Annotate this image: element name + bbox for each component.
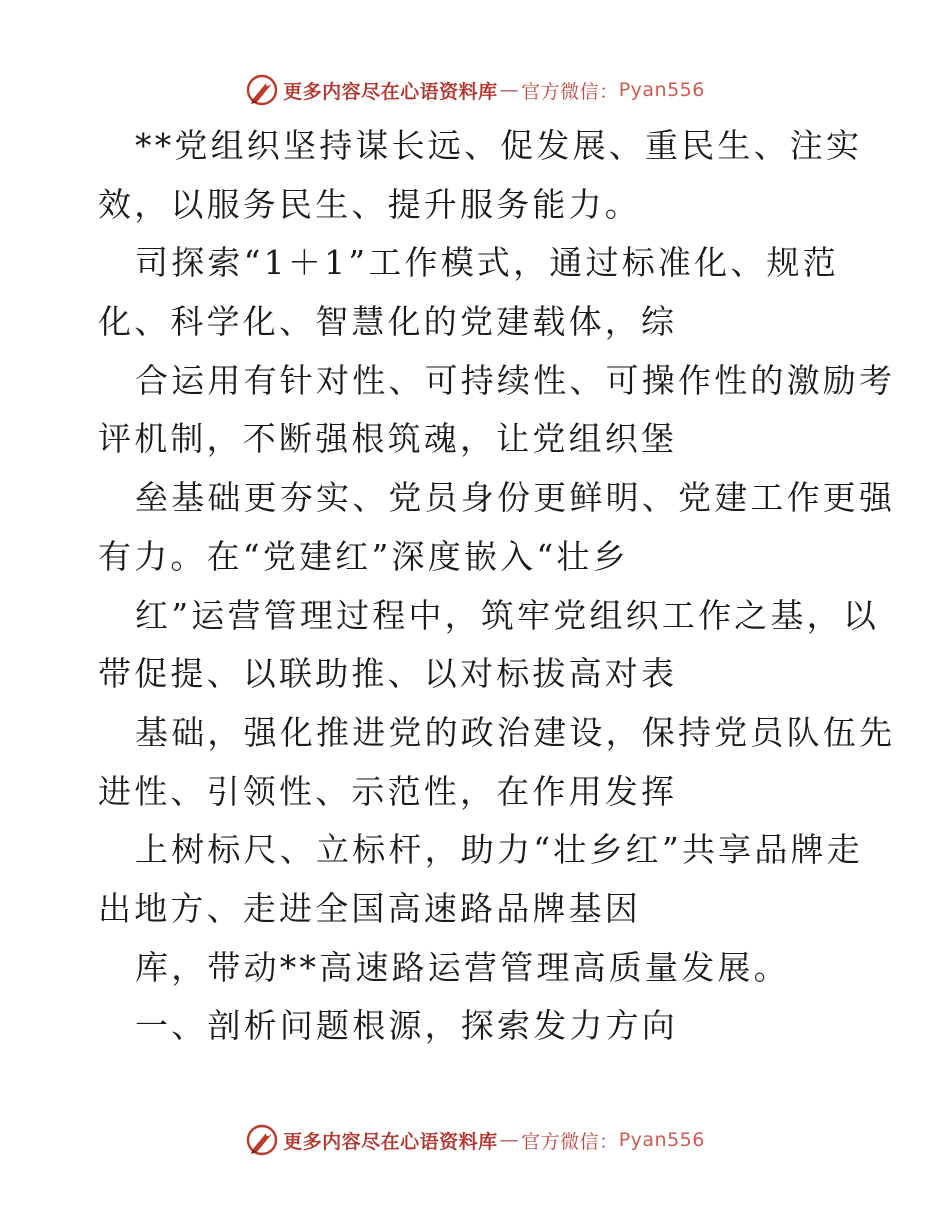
section-heading: 一、剖析问题根源，探索发力方向 bbox=[135, 1006, 678, 1046]
pen-logo-icon bbox=[245, 73, 279, 107]
watermark-dash: — bbox=[499, 1129, 520, 1151]
document-body bbox=[98, 117, 896, 1056]
paragraph-line: 合运用有针对性、可持续性、可操作性的激励考 bbox=[135, 360, 896, 400]
paragraph-line: 库，带动**高速路运营管理高质量发展。 bbox=[135, 947, 790, 987]
paragraph-line: 红”运营管理过程中，筑牢党组织工作之基，以 bbox=[135, 595, 880, 635]
watermark-wechat-label: 官方微信： bbox=[521, 80, 619, 103]
paragraph-line: 有力。在“党建红”深度嵌入“壮乡 bbox=[98, 536, 629, 576]
paragraph-line: 带促提、以联助推、以对标拔高对表 bbox=[98, 654, 678, 694]
watermark-wechat-id: Pyan556 bbox=[618, 79, 705, 101]
paragraph-line: 上树标尺、立标杆，助力“壮乡红”共享品牌走 bbox=[135, 830, 863, 870]
watermark-footer bbox=[0, 1120, 950, 1160]
pen-logo-icon bbox=[245, 1123, 279, 1157]
watermark-wechat-id: Pyan556 bbox=[618, 1129, 705, 1151]
paragraph-line: 评机制，不断强根筑魂，让党组织堡 bbox=[98, 419, 678, 459]
paragraph-line: 司探索“1＋1”工作模式，通过标准化、规范 bbox=[135, 243, 839, 283]
watermark-header bbox=[0, 70, 950, 110]
paragraph-line: 出地方、走进全国高速路品牌基因 bbox=[98, 888, 641, 928]
paragraph-line: 效，以服务民生、提升服务能力。 bbox=[98, 184, 641, 224]
watermark-dash: — bbox=[499, 79, 520, 101]
paragraph-line: 垒基础更夯实、党员身份更鲜明、党建工作更强 bbox=[135, 478, 896, 518]
paragraph-line: 进性、引领性、示范性，在作用发挥 bbox=[98, 771, 678, 811]
watermark-site-text: 更多内容尽在心语资料库 bbox=[283, 80, 498, 103]
watermark-site-text: 更多内容尽在心语资料库 bbox=[283, 1130, 498, 1153]
paragraph-line: 基础，强化推进党的政治建设，保持党员队伍先 bbox=[135, 712, 896, 752]
watermark-wechat-label: 官方微信： bbox=[521, 1130, 619, 1153]
paragraph-line: **党组织坚持谋长远、促发展、重民生、注实 bbox=[135, 126, 863, 165]
paragraph-line: 化、科学化、智慧化的党建载体，综 bbox=[98, 302, 678, 342]
